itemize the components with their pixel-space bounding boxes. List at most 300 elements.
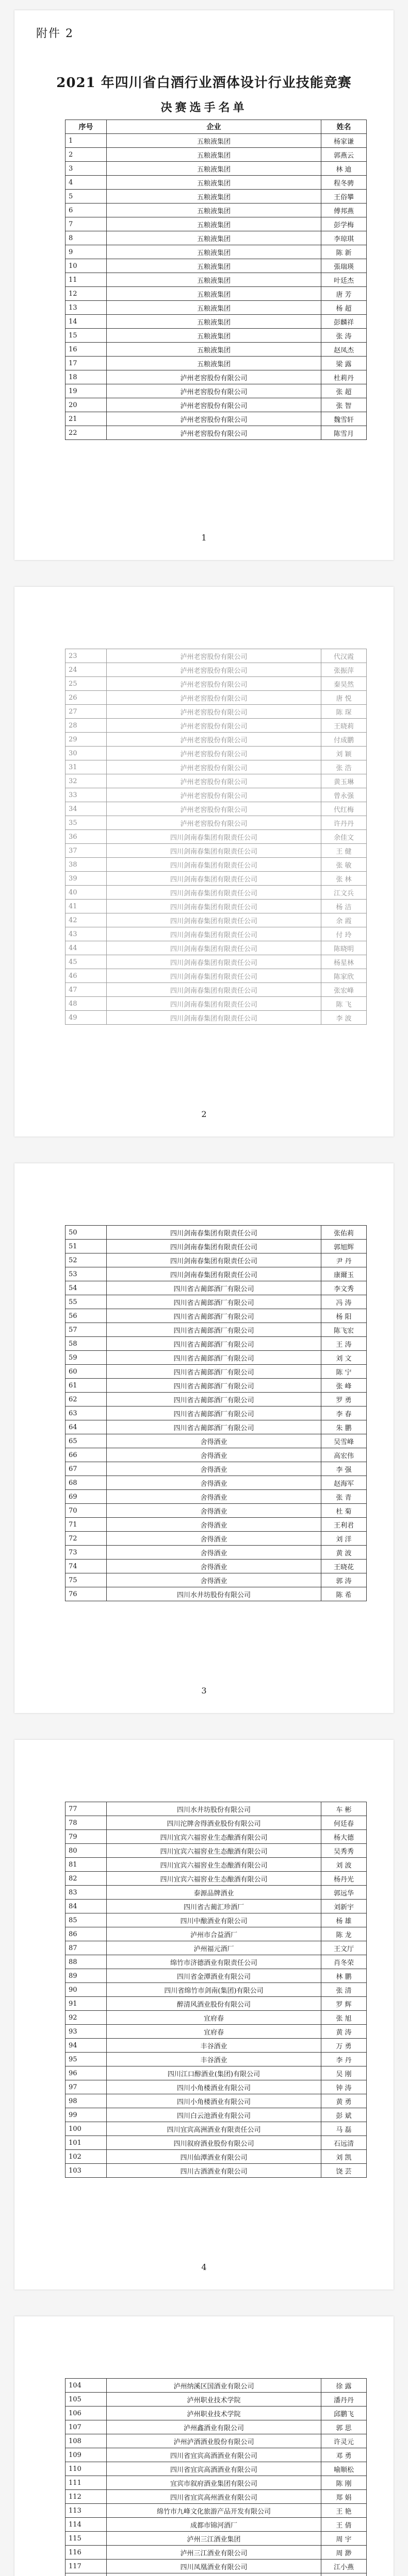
row-enterprise: 四川省宜宾高酒酒业有限公司 [107, 2448, 321, 2462]
table-row [66, 649, 367, 663]
row-enterprise: 四川省古蔺汇珍酒厂 [107, 1900, 321, 1913]
row-name: 石远清 [321, 2136, 367, 2150]
row-name: 陈 新 [321, 245, 367, 259]
table-row [66, 1337, 367, 1351]
table-row [66, 1997, 367, 2011]
row-enterprise: 宜府春 [107, 2025, 321, 2039]
row-name: 罗 辉 [321, 1997, 367, 2011]
row-enterprise: 舍得酒业 [107, 1573, 321, 1587]
row-number: 99 [66, 2108, 107, 2122]
row-number: 90 [66, 1983, 107, 1997]
row-name: 陈晓明 [321, 941, 367, 955]
row-enterprise [107, 2573, 321, 2576]
table-row [66, 2434, 367, 2448]
row-name: 余 霞 [321, 913, 367, 927]
table-row [66, 287, 367, 301]
row-number: 53 [66, 1267, 107, 1281]
row-enterprise: 泸州老窖股份有限公司 [107, 370, 321, 384]
row-number: 21 [66, 412, 107, 426]
page-1 [14, 10, 394, 560]
row-name: 郭 思 [321, 2420, 367, 2434]
table-row [66, 412, 367, 426]
row-number: 51 [66, 1240, 107, 1253]
row-number: 22 [66, 426, 107, 440]
row-enterprise: 五粮液集团 [107, 134, 321, 148]
row-number: 55 [66, 1295, 107, 1309]
row-enterprise: 五粮液集团 [107, 231, 321, 245]
row-name: 李琼琪 [321, 231, 367, 245]
row-number: 87 [66, 1941, 107, 1955]
row-enterprise: 泸州老窖股份有限公司 [107, 412, 321, 426]
row-enterprise: 成都市锦河酒厂 [107, 2518, 321, 2532]
row-enterprise: 舍得酒业 [107, 1560, 321, 1573]
row-name: 张 敏 [321, 858, 367, 872]
row-name: 何廷春 [321, 1816, 367, 1830]
row-enterprise: 五粮液集团 [107, 343, 321, 357]
table-row [66, 343, 367, 357]
header-name: 姓名 [321, 120, 367, 134]
row-name: 周 宇 [321, 2532, 367, 2546]
table-row [66, 1309, 367, 1323]
table-row [66, 357, 367, 370]
table-row [66, 1476, 367, 1490]
row-number: 29 [66, 733, 107, 747]
row-name: 赵凤杰 [321, 343, 367, 357]
row-name: 饶 芸 [321, 2164, 367, 2178]
row-name: 杨家谦 [321, 134, 367, 148]
table-row [66, 426, 367, 440]
row-name: 黄 涛 [321, 2025, 367, 2039]
row-enterprise: 四川剑南春集团有限责任公司 [107, 886, 321, 900]
row-enterprise: 泸州老窖股份有限公司 [107, 663, 321, 677]
row-enterprise: 五粮液集团 [107, 148, 321, 162]
table-row [66, 1955, 367, 1969]
row-name: 陈飞宏 [321, 1323, 367, 1337]
table-row [66, 719, 367, 733]
row-enterprise: 四川宜宾六福窖业生态酿酒有限公司 [107, 1858, 321, 1872]
row-enterprise: 泸州老窖股份有限公司 [107, 816, 321, 830]
row-number: 46 [66, 969, 107, 983]
row-number: 20 [66, 398, 107, 412]
table-row [66, 1011, 367, 1025]
table-row [66, 204, 367, 217]
row-number: 52 [66, 1253, 107, 1267]
table-row [66, 1281, 367, 1295]
row-number: 13 [66, 301, 107, 315]
row-number: 25 [66, 677, 107, 691]
row-name: 王 涛 [321, 1337, 367, 1351]
row-name: 李 丹 [321, 2053, 367, 2066]
row-enterprise: 四川剑南春集团有限责任公司 [107, 913, 321, 927]
row-name: 王利君 [321, 1518, 367, 1532]
table-row [66, 1226, 367, 1240]
row-name: 唐 悦 [321, 691, 367, 705]
row-enterprise: 舍得酒业 [107, 1532, 321, 1546]
row-name: 李 强 [321, 1462, 367, 1476]
row-enterprise: 五粮液集团 [107, 204, 321, 217]
table-row [66, 886, 367, 900]
row-enterprise: 四川叙府酒业股份有限公司 [107, 2136, 321, 2150]
row-number: 40 [66, 886, 107, 900]
row-enterprise: 四川省金潭酒业有限公司 [107, 1969, 321, 1983]
row-enterprise: 四川仙潭酒业有限公司 [107, 2150, 321, 2164]
table-row [66, 2420, 367, 2434]
row-enterprise: 五粮液集团 [107, 315, 321, 329]
table-row [66, 1420, 367, 1434]
row-enterprise: 泸州市合益酒厂 [107, 1927, 321, 1941]
row-name: 杨丹光 [321, 1872, 367, 1886]
table-row [66, 1504, 367, 1518]
row-enterprise: 泸州三江酒业集团 [107, 2532, 321, 2546]
row-enterprise: 泸州鑫酒业有限公司 [107, 2420, 321, 2434]
table-row [66, 1295, 367, 1309]
row-name: 邓 勇 [321, 2448, 367, 2462]
table-row [66, 677, 367, 691]
row-enterprise: 四川宜宾六福窖业生态酿酒有限公司 [107, 1844, 321, 1858]
row-enterprise: 四川剑南春集团有限责任公司 [107, 900, 321, 913]
row-name: 杨 雄 [321, 1913, 367, 1927]
table-row [66, 802, 367, 816]
table-row [66, 1816, 367, 1830]
row-enterprise: 四川省古蔺郎酒厂有限公司 [107, 1406, 321, 1420]
table-row [66, 927, 367, 941]
row-name: 張瑞瑛 [321, 259, 367, 273]
row-name: 王 倩 [321, 2518, 367, 2532]
row-number: 61 [66, 1379, 107, 1393]
row-enterprise: 五粮液集团 [107, 190, 321, 204]
table-row [66, 190, 367, 204]
row-number: 49 [66, 1011, 107, 1025]
row-name: 张宏峰 [321, 983, 367, 997]
row-number: 86 [66, 1927, 107, 1941]
row-number: 95 [66, 2053, 107, 2066]
row-enterprise: 泸州老窖股份有限公司 [107, 705, 321, 719]
row-enterprise: 泸州老窖股份有限公司 [107, 398, 321, 412]
table-row [66, 830, 367, 844]
row-enterprise: 泸州老窖股份有限公司 [107, 788, 321, 802]
row-enterprise: 四川宜宾六福窖业生态酿酒有限公司 [107, 1872, 321, 1886]
row-enterprise: 四川剑南春集团有限责任公司 [107, 1267, 321, 1281]
table-row [66, 900, 367, 913]
table-row [66, 1969, 367, 1983]
row-number: 5 [66, 190, 107, 204]
roster-table [65, 120, 367, 440]
row-enterprise: 舍得酒业 [107, 1546, 321, 1560]
row-number: 56 [66, 1309, 107, 1323]
table-row [66, 329, 367, 343]
row-name: 秦昊然 [321, 677, 367, 691]
row-number: 66 [66, 1448, 107, 1462]
row-enterprise: 四川省古蔺郎酒厂有限公司 [107, 1351, 321, 1365]
row-number: 31 [66, 760, 107, 774]
row-number: 73 [66, 1546, 107, 1560]
row-name: 杨 阳 [321, 1309, 367, 1323]
row-name: 傅邦燕 [321, 204, 367, 217]
table-row [66, 1941, 367, 1955]
row-number: 50 [66, 1226, 107, 1240]
table-row [66, 691, 367, 705]
row-enterprise: 四川剑南春集团有限责任公司 [107, 1253, 321, 1267]
table-row [66, 747, 367, 760]
table-row [66, 398, 367, 412]
table-header-row [66, 120, 367, 134]
table-row [66, 1323, 367, 1337]
table-row [66, 2532, 367, 2546]
row-enterprise: 舍得酒业 [107, 1448, 321, 1462]
row-enterprise: 舍得酒业 [107, 1434, 321, 1448]
row-name: 代汉霞 [321, 649, 367, 663]
table-row [66, 1532, 367, 1546]
row-name: 喻顺松 [321, 2462, 367, 2476]
row-number: 81 [66, 1858, 107, 1872]
table-row [66, 301, 367, 315]
row-name: 彭麟祥 [321, 315, 367, 329]
table-row [66, 1434, 367, 1448]
table-row [66, 1253, 367, 1267]
row-enterprise: 四川凤凰酒业有限公司 [107, 2560, 321, 2573]
row-enterprise: 四川小角楼酒业有限公司 [107, 2080, 321, 2094]
row-enterprise: 四川剑南春集团有限责任公司 [107, 927, 321, 941]
page-5 [14, 2316, 394, 2576]
row-name: 张佑莉 [321, 1226, 367, 1240]
row-name: 万 勇 [321, 2039, 367, 2053]
row-number: 4 [66, 176, 107, 190]
row-enterprise: 泸州老窖股份有限公司 [107, 719, 321, 733]
row-enterprise: 绵竹市济德酒业有限责任公司 [107, 1955, 321, 1969]
row-number: 83 [66, 1886, 107, 1900]
row-enterprise: 丰谷酒业 [107, 2053, 321, 2066]
table-row [66, 2546, 367, 2560]
row-number: 58 [66, 1337, 107, 1351]
row-enterprise: 四川剑南春集团有限责任公司 [107, 1011, 321, 1025]
row-enterprise: 四川省古蔺郎酒厂有限公司 [107, 1393, 321, 1406]
row-number: 42 [66, 913, 107, 927]
row-enterprise: 四川省古蔺郎酒厂有限公司 [107, 1309, 321, 1323]
row-enterprise: 五粮液集团 [107, 176, 321, 190]
table-row [66, 2504, 367, 2518]
table-row [66, 2094, 367, 2108]
table-row [66, 844, 367, 858]
row-number: 26 [66, 691, 107, 705]
row-name: 吴秀秀 [321, 1844, 367, 1858]
row-number: 34 [66, 802, 107, 816]
roster-table [65, 649, 367, 1025]
table-row [66, 1927, 367, 1941]
row-number: 70 [66, 1504, 107, 1518]
table-row [66, 941, 367, 955]
row-name: 康爾玉 [321, 1267, 367, 1281]
row-number: 63 [66, 1406, 107, 1420]
header-number: 序号 [66, 120, 107, 134]
row-name: 李 春 [321, 1406, 367, 1420]
row-enterprise: 四川省古蔺郎酒厂有限公司 [107, 1337, 321, 1351]
table-row [66, 1844, 367, 1858]
row-number: 109 [66, 2448, 107, 2462]
table-row [66, 2164, 367, 2178]
row-number: 30 [66, 747, 107, 760]
table-row [66, 1393, 367, 1406]
row-name: 杜 菊 [321, 1504, 367, 1518]
row-number: 23 [66, 649, 107, 663]
row-number: 15 [66, 329, 107, 343]
row-enterprise: 五粮液集团 [107, 329, 321, 343]
table-row [66, 2122, 367, 2136]
row-number: 17 [66, 357, 107, 370]
row-name: 代红梅 [321, 802, 367, 816]
row-enterprise: 四川省古蔺郎酒厂有限公司 [107, 1323, 321, 1337]
row-name: 潘丹丹 [321, 2393, 367, 2406]
row-number: 115 [66, 2532, 107, 2546]
roster-table [65, 1802, 367, 2178]
row-name: 陈 飞 [321, 997, 367, 1011]
row-enterprise: 五粮液集团 [107, 357, 321, 370]
row-name: 余佳文 [321, 830, 367, 844]
row-enterprise: 泸州老窖股份有限公司 [107, 384, 321, 398]
row-number: 98 [66, 2094, 107, 2108]
row-enterprise: 四川剑南春集团有限责任公司 [107, 872, 321, 886]
row-number: 64 [66, 1420, 107, 1434]
table-row [66, 2448, 367, 2462]
table-row [66, 273, 367, 287]
row-enterprise: 五粮液集团 [107, 301, 321, 315]
row-name: 张 林 [321, 872, 367, 886]
row-name: 王 艳 [321, 2504, 367, 2518]
table-row [66, 1830, 367, 1844]
row-name: 陈 希 [321, 1587, 367, 1601]
row-name: 梁 露 [321, 357, 367, 370]
table-row [66, 705, 367, 719]
row-name: 杜莉丹 [321, 370, 367, 384]
row-enterprise: 四川剑南春集团有限责任公司 [107, 941, 321, 955]
row-name [321, 2573, 367, 2576]
row-number: 96 [66, 2066, 107, 2080]
row-number: 37 [66, 844, 107, 858]
table-row [66, 2039, 367, 2053]
table-row [66, 760, 367, 774]
row-name: 车 彬 [321, 1802, 367, 1816]
row-name: 黄 波 [321, 1546, 367, 1560]
row-enterprise: 泸州职业技术学院 [107, 2406, 321, 2420]
row-name: 朱 鹏 [321, 1420, 367, 1434]
row-number: 18 [66, 370, 107, 384]
row-name: 郭远华 [321, 1886, 367, 1900]
row-number: 65 [66, 1434, 107, 1448]
row-name: 郭旭辉 [321, 1240, 367, 1253]
row-number: 88 [66, 1955, 107, 1969]
table-row [66, 2406, 367, 2420]
row-name: 冯 涛 [321, 1295, 367, 1309]
row-number: 84 [66, 1900, 107, 1913]
row-name: 陈 宁 [321, 1365, 367, 1379]
table-row [66, 733, 367, 747]
table-row [66, 2080, 367, 2094]
table-row [66, 1573, 367, 1587]
row-number: 78 [66, 1816, 107, 1830]
row-name: 林 迪 [321, 162, 367, 176]
table-row [66, 1546, 367, 1560]
table-row [66, 997, 367, 1011]
table-row [66, 2011, 367, 2025]
row-number: 69 [66, 1490, 107, 1504]
row-number: 9 [66, 245, 107, 259]
row-name: 吴 刚 [321, 2066, 367, 2080]
row-enterprise: 四川古酒酒业有限公司 [107, 2164, 321, 2178]
row-number: 60 [66, 1365, 107, 1379]
row-enterprise: 五粮液集团 [107, 162, 321, 176]
row-enterprise: 泸州职业技术学院 [107, 2393, 321, 2406]
row-name: 杨 超 [321, 301, 367, 315]
table-row [66, 969, 367, 983]
row-number: 19 [66, 384, 107, 398]
row-enterprise: 泰源品牌酒业 [107, 1886, 321, 1900]
table-row [66, 1490, 367, 1504]
row-enterprise: 舍得酒业 [107, 1518, 321, 1532]
row-name: 徐 露 [321, 2379, 367, 2393]
row-enterprise: 泸州老窖股份有限公司 [107, 691, 321, 705]
row-number: 38 [66, 858, 107, 872]
row-name: 张 涛 [321, 329, 367, 343]
row-number: 43 [66, 927, 107, 941]
row-name: 邱鹏飞 [321, 2406, 367, 2420]
row-name: 罗 勇 [321, 1393, 367, 1406]
row-enterprise: 泸州纳溪区国酒业有限公司 [107, 2379, 321, 2393]
row-enterprise: 丰谷酒业 [107, 2039, 321, 2053]
row-number: 79 [66, 1830, 107, 1844]
document-subtitle: 决赛选手名单 [160, 101, 248, 114]
table-row [66, 2476, 367, 2490]
row-number: 28 [66, 719, 107, 733]
table-row [66, 2379, 367, 2393]
table-row [66, 217, 367, 231]
row-enterprise: 四川省古蔺郎酒厂有限公司 [107, 1420, 321, 1434]
row-name: 王文厅 [321, 1941, 367, 1955]
document-title: 2021 年四川省白酒行业酒体设计行业技能竞赛 [56, 75, 352, 91]
row-enterprise: 四川白云池酒业有限公司 [107, 2108, 321, 2122]
page-3 [14, 1163, 394, 1713]
row-name: 王晓花 [321, 1560, 367, 1573]
page-number: 1 [201, 533, 207, 543]
row-number: 117 [66, 2560, 107, 2573]
row-enterprise: 五粮液集团 [107, 273, 321, 287]
row-enterprise: 四川剑南春集团有限责任公司 [107, 844, 321, 858]
row-name: 叶廷杰 [321, 273, 367, 287]
header-enterprise: 企业 [107, 120, 321, 134]
row-name: 张 峰 [321, 1379, 367, 1393]
row-name: 郑 娟 [321, 2490, 367, 2504]
table-row [66, 2066, 367, 2080]
row-enterprise: 舍得酒业 [107, 1476, 321, 1490]
table-row [66, 2025, 367, 2039]
row-enterprise: 五粮液集团 [107, 217, 321, 231]
row-number: 32 [66, 774, 107, 788]
row-name: 刘 洋 [321, 1532, 367, 1546]
row-number: 35 [66, 816, 107, 830]
row-number: 57 [66, 1323, 107, 1337]
row-enterprise: 四川省绵竹市剑南(集团)有限公司 [107, 1983, 321, 1997]
table-row [66, 148, 367, 162]
table-row [66, 176, 367, 190]
row-name: 马 磊 [321, 2122, 367, 2136]
row-name: 赵海军 [321, 1476, 367, 1490]
row-number: 74 [66, 1560, 107, 1573]
table-row [66, 1802, 367, 1816]
row-name: 王 健 [321, 844, 367, 858]
table-row [66, 1900, 367, 1913]
row-number: 47 [66, 983, 107, 997]
table-row [66, 858, 367, 872]
row-number: 112 [66, 2490, 107, 2504]
table-row [66, 1379, 367, 1393]
